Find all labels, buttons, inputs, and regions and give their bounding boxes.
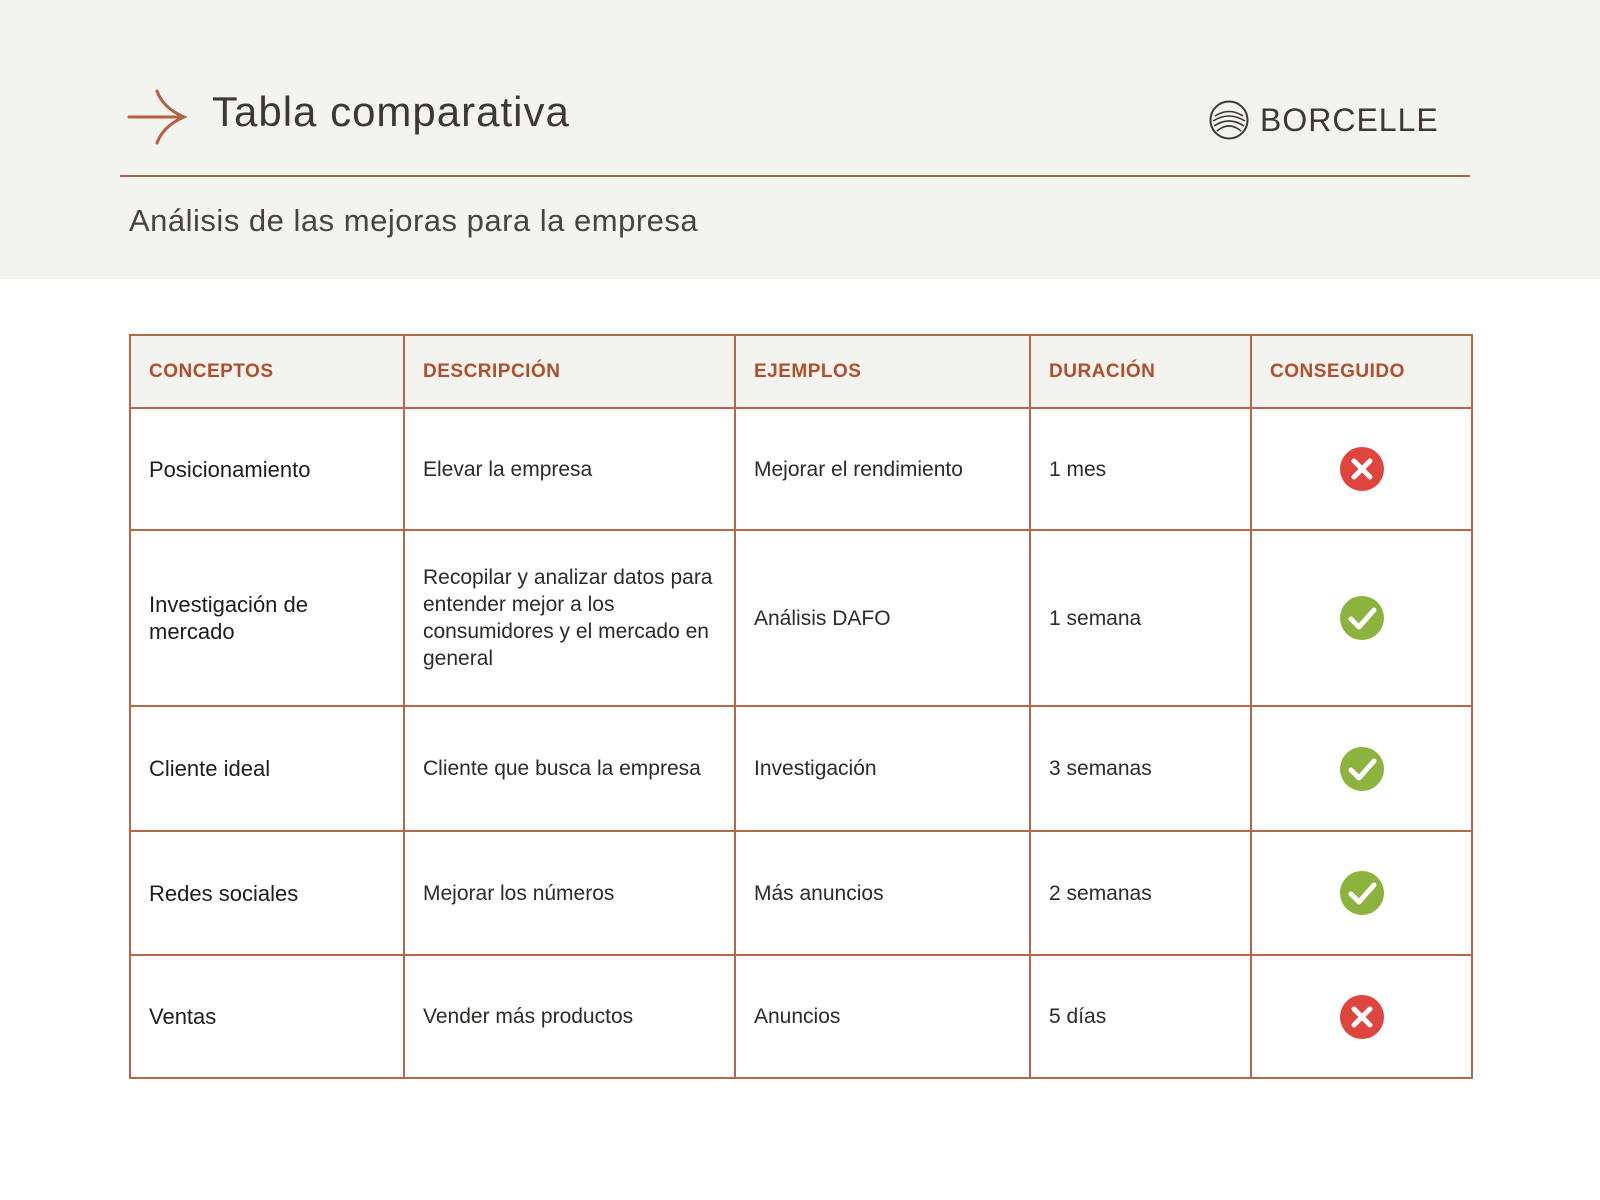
achieved-cell bbox=[1251, 831, 1472, 955]
description-cell: Mejorar los números bbox=[404, 831, 735, 955]
brand bbox=[1208, 98, 1439, 142]
table-row bbox=[130, 831, 1472, 955]
concept-cell: Investigación de mercado bbox=[130, 530, 404, 706]
check-circle-icon bbox=[1339, 595, 1385, 641]
column-header-achieved: CONSEGUIDO bbox=[1251, 335, 1472, 408]
arrow-right-icon bbox=[127, 88, 187, 146]
description-cell: Elevar la empresa bbox=[404, 408, 735, 530]
cross-circle-icon bbox=[1339, 446, 1385, 492]
concept-cell: Cliente ideal bbox=[130, 706, 404, 831]
example-cell: Análisis DAFO bbox=[735, 530, 1030, 706]
duration-cell: 1 semana bbox=[1030, 530, 1251, 706]
brand-name: BORCELLE bbox=[1260, 101, 1439, 138]
column-header-duration: DURACIÓN bbox=[1030, 335, 1251, 408]
description-cell: Vender más productos bbox=[404, 955, 735, 1078]
achieved-cell bbox=[1251, 706, 1472, 831]
column-header-concepts: CONCEPTOS bbox=[130, 335, 404, 408]
achieved-cell bbox=[1251, 408, 1472, 530]
comparison-table bbox=[129, 334, 1473, 1079]
concept-cell: Redes sociales bbox=[130, 831, 404, 955]
duration-cell: 5 días bbox=[1030, 955, 1251, 1078]
page-title: Tabla comparativa bbox=[212, 88, 570, 135]
table-row bbox=[130, 955, 1472, 1078]
check-circle-icon bbox=[1339, 870, 1385, 916]
example-cell: Investigación bbox=[735, 706, 1030, 831]
table-row bbox=[130, 706, 1472, 831]
cross-circle-icon bbox=[1339, 994, 1385, 1040]
description-cell: Cliente que busca la empresa bbox=[404, 706, 735, 831]
example-cell: Más anuncios bbox=[735, 831, 1030, 955]
concept-cell: Posicionamiento bbox=[130, 408, 404, 530]
column-header-examples: EJEMPLOS bbox=[735, 335, 1030, 408]
table-row bbox=[130, 408, 1472, 530]
concept-cell: Ventas bbox=[130, 955, 404, 1078]
duration-cell: 2 semanas bbox=[1030, 831, 1251, 955]
borcelle-logo-icon bbox=[1208, 99, 1250, 141]
example-cell: Mejorar el rendimiento bbox=[735, 408, 1030, 530]
column-header-description: DESCRIPCIÓN bbox=[404, 335, 735, 408]
table-header-row bbox=[130, 335, 1472, 408]
example-cell: Anuncios bbox=[735, 955, 1030, 1078]
duration-cell: 3 semanas bbox=[1030, 706, 1251, 831]
table-row bbox=[130, 530, 1472, 706]
description-cell: Recopilar y analizar datos para entender mejor a los consumidores y el mercado en general bbox=[404, 530, 735, 706]
achieved-cell bbox=[1251, 955, 1472, 1078]
page-subtitle: Análisis de las mejoras para la empresa bbox=[129, 203, 699, 238]
header-divider bbox=[120, 175, 1470, 177]
achieved-cell bbox=[1251, 530, 1472, 706]
duration-cell: 1 mes bbox=[1030, 408, 1251, 530]
check-circle-icon bbox=[1339, 746, 1385, 792]
